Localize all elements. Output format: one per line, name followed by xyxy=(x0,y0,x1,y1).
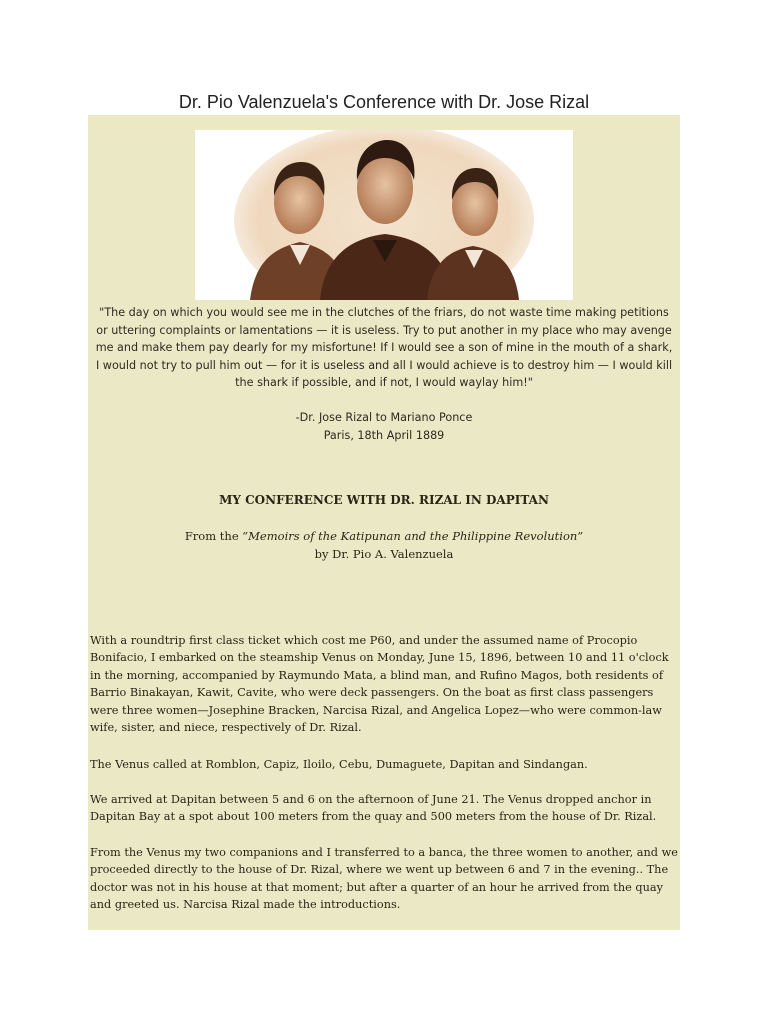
paragraph: With a roundtrip first class ticket which cost me P60, and under the assumed name of Procopio Bonifacio, I embarked on the steamship Venus on Monday, June 15, 1896, between 10 and 11 o'clock in the morning, accompanied by Raymundo Mata, a blind man, and Rufino Magos, both residents of Barrio Binakayan, Kawit, Cavite, who were deck passengers. On the boat as first class passengers were three women—Josephine Bracken, Narcisa Rizal, and Angelica Lopez—who were common-law wife, sister, and niece, respectively of Dr. Rizal. xyxy=(90,634,669,735)
rizal-quote: "The day on which you would see me in the clutches of the friars, do not waste time making petitions or uttering complaints or lamentations — it is useless. Try to put another in my place who may avenge me and make them pay dearly for my misfortune! If I would see a son of mine in the mouth of a shark, I would not try to pull him out — for it is useless and all I would achieve is to destroy him — I would kill the shark if possible, and if not, I would waylay him!" xyxy=(95,306,673,390)
portrait-photo-icon xyxy=(195,130,573,300)
paragraph: The Venus called at Romblon, Capiz, Iloilo, Cebu, Dumaguete, Dapitan and Sindangan. xyxy=(90,758,588,771)
attribution-date: Paris, 18th April 1889 xyxy=(323,428,445,442)
article-heading: MY CONFERENCE WITH DR. RIZAL IN DAPITAN xyxy=(219,493,549,507)
paragraph: From the Venus my two companions and I transferred to a banca, the three women to another, and we proceeded directly to the house of Dr. Rizal, where we went up between 6 and 7 in the evening.. The doctor was not in his house at that moment; but after a quarter of an hour he arrived from the quay and greeted us. Narcisa Rizal made the introductions. xyxy=(90,846,678,912)
source-title: “Memoirs of the Katipunan and the Philippine Revolution” xyxy=(242,529,584,543)
page-title: Dr. Pio Valenzuela's Conference with Dr. Jose Rizal xyxy=(178,92,590,112)
attribution-author: -Dr. Jose Rizal to Mariano Ponce xyxy=(295,411,473,424)
source-prefix: From the xyxy=(184,529,243,543)
paragraph: We arrived at Dapitan between 5 and 6 on the afternoon of June 21. The Venus dropped anchor in Dapitan Bay at a spot about 100 meters from the quay and 500 meters from the house of Dr. Rizal. xyxy=(90,793,657,824)
content-panel xyxy=(88,115,680,930)
article-byline: by Dr. Pio A. Valenzuela xyxy=(314,547,454,561)
quote-attribution xyxy=(88,409,680,444)
article-source xyxy=(88,527,680,563)
